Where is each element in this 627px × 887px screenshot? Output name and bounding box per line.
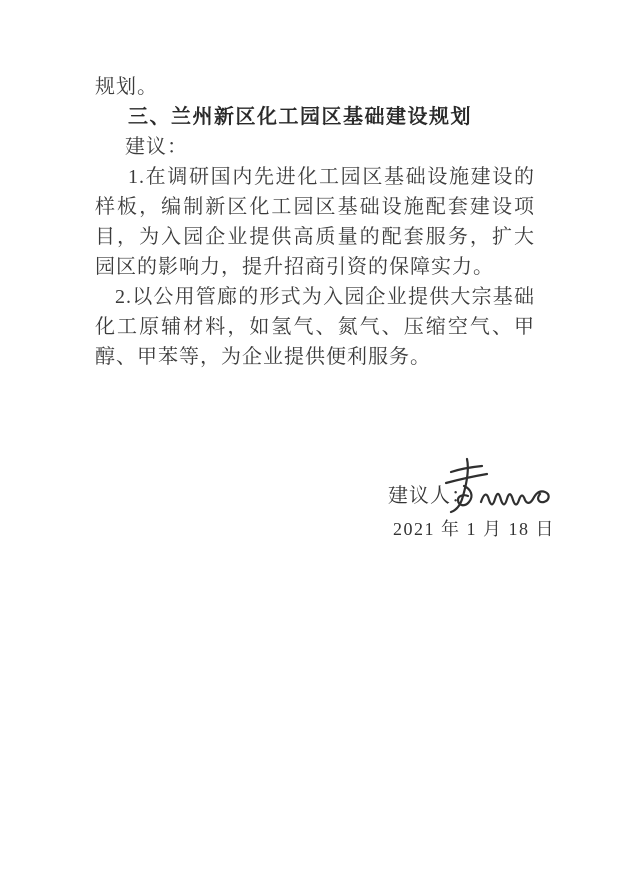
date-line: 2021 年 1 月 18 日	[393, 519, 555, 539]
section-heading: 三、兰州新区化工园区基础建设规划	[128, 106, 472, 128]
signer-label: 建议人：	[388, 485, 472, 507]
signature-block	[385, 456, 565, 546]
recommendation-paragraph-2: 2.以公用管廊的形式为入园企业提供大宗基础化工原辅材料，如氢气、氮气、压缩空气、甲醇、甲苯等，为企业提供便利服务。	[95, 286, 535, 368]
suggestion-label: 建议：	[125, 136, 188, 158]
document-body	[95, 72, 535, 372]
signature-icon	[437, 456, 557, 514]
recommendation-paragraph-1: 1.在调研国内先进化工园区基础设施建设的样板，编制新区化工园区基础设施配套建设项目，为入园企业提供高质量的配套服务，扩大园区的影响力，提升招商引资的保障实力。	[95, 166, 535, 278]
paragraph-continued: 规划。	[95, 76, 158, 98]
